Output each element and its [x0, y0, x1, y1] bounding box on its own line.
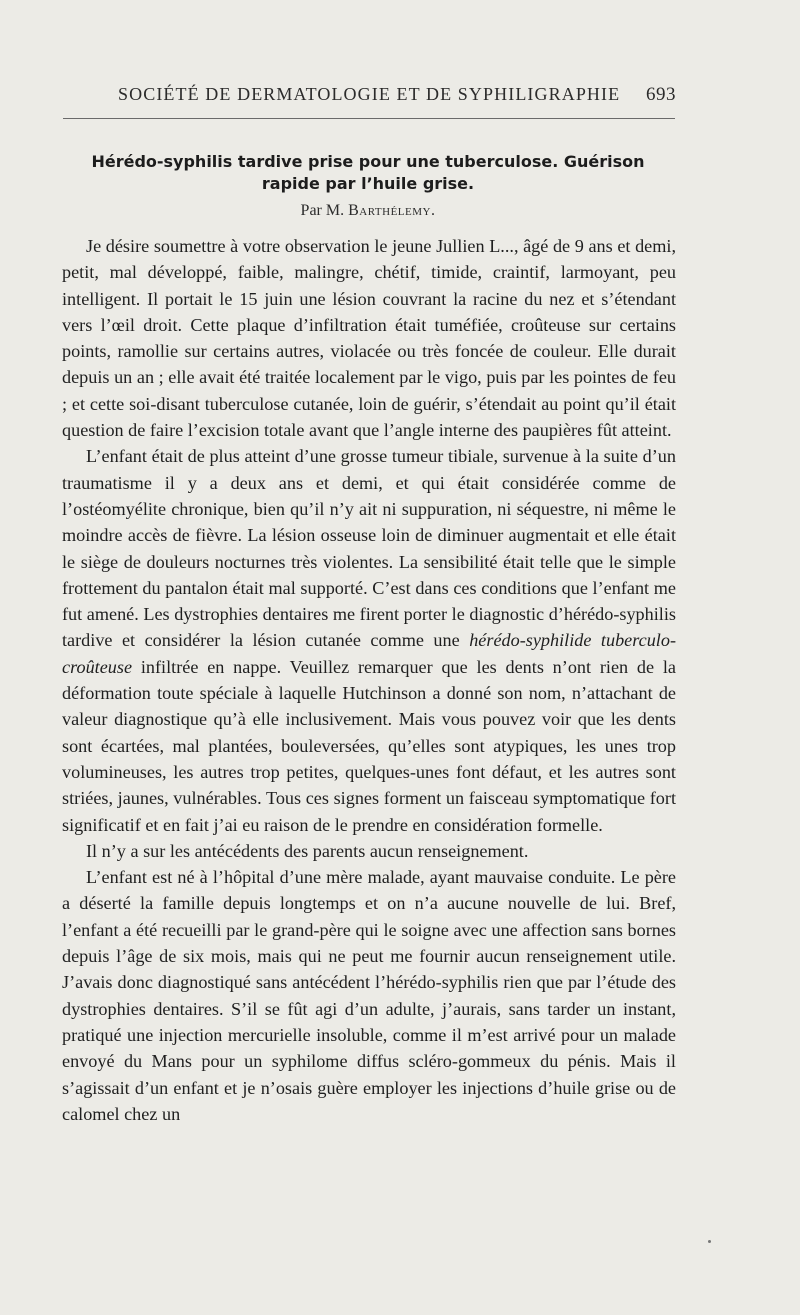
paragraph-2-part-b: infiltrée en nappe. Veuillez remarquer que les dents n’ont rien de la déformation toute spéciale à laquelle Hutchinson a donné son nom, n’attachant de valeur diagnostique qu’à elle inclusivement. Mais vous pouvez voir que les dents sont écartées, mal plantées, bouleversées, qu’elles sont atypiques, les unes trop volumineuses, les autres trop petites, quelques-unes font défaut, et les autres sont striées, jaunes, vulnérables. Tous ces signes forment un faisceau symptomatique fort significatif et en fait j’ai eu raison de le prendre en considération formelle. — [62, 656, 677, 835]
running-head — [118, 84, 676, 106]
author-name: Barthélemy. — [348, 202, 436, 219]
article-title: Hérédo-syphilis tardive prise pour une tuberculose. Guérison rapide par l’huile grise. — [91, 152, 645, 193]
author-prefix: Par M. — [300, 202, 345, 219]
article-author — [62, 202, 674, 220]
header-rule — [63, 118, 675, 119]
paragraph-2 — [62, 443, 676, 837]
paragraph-2-italic: hérédo-syphilide tuberculo-croûteuse — [62, 630, 677, 677]
paragraph-2-part-a: L’enfant était de plus atteint d’une grosse tumeur tibiale, survenue à la suite d’un traumatisme il y a deux ans et demi, et qui était considérée comme de l’ostéomyélite chronique, bien qu’il n’y ait ni suppuration, ni séquestre, ni même le moindre accès de fièvre. La lésion osseuse loin de diminuer augmentait et elle était le siège de douleurs nocturnes très violentes. La sensibilité était telle que le simple frottement du pantalon était mal supporté. C’est dans ces conditions que l’enfant me fut amené. Les dystrophies dentaires me firent porter le diagnostic d’hérédo-syphilis tardive et considérer la lésion cutanée comme une — [62, 446, 676, 651]
article-body — [62, 233, 676, 1127]
page-number: 693 — [646, 84, 676, 105]
journal-title: SOCIÉTÉ DE DERMATOLOGIE ET DE SYPHILIGRAPHIE — [118, 84, 621, 104]
paragraph-1: Je désire soumettre à votre observation le jeune Jullien L..., âgé de 9 ans et demi, petit, mal développé, faible, malingre, chétif, timide, craintif, larmoyant, peu intelligent. Il portait le 15 juin une lésion couvrant la racine du nez et s’étendant vers l’œil droit. Cette plaque d’infiltration était tuméfiée, croûteuse sur certains points, ramollie sur certains autres, violacée ou très foncée de couleur. Elle durait depuis un an ; elle avait été traitée localement par le vigo, puis par les pointes de feu ; et cette soi-disant tuberculose cutanée, loin de guérir, s’étendait au point qu’il était question de faire l’excision totale avant que l’angle interne des paupières fût atteint. — [62, 236, 676, 441]
paragraph-3: Il n’y a sur les antécédents des parents aucun renseignement. — [86, 840, 529, 861]
paper-speck — [708, 1240, 711, 1243]
paragraph-4: L’enfant est né à l’hôpital d’une mère malade, ayant mauvaise conduite. Le père a déserté la famille depuis longtemps et on n’a aucune nouvelle de lui. Bref, l’enfant a été recueilli par le grand-père qui le soigne avec une affection sans bornes depuis l’âge de six mois, mais qui ne peut me fournir aucun renseignement utile. J’avais donc diagnostiqué sans antécédent l’hérédo-syphilis rien que par l’étude des dystrophies dentaires. S’il se fût agi d’un adulte, j’aurais, sans tarder un instant, pratiqué une injection mercurielle insoluble, comme il m’est arrivé pour un malade envoyé du Mans pour un syphilome diffus scléro-gommeux du pénis. Mais il s’agissait d’un enfant et je n’osais guère employer les injections d’huile grise ou de calomel chez un — [62, 867, 676, 1124]
article-heading — [62, 151, 674, 220]
